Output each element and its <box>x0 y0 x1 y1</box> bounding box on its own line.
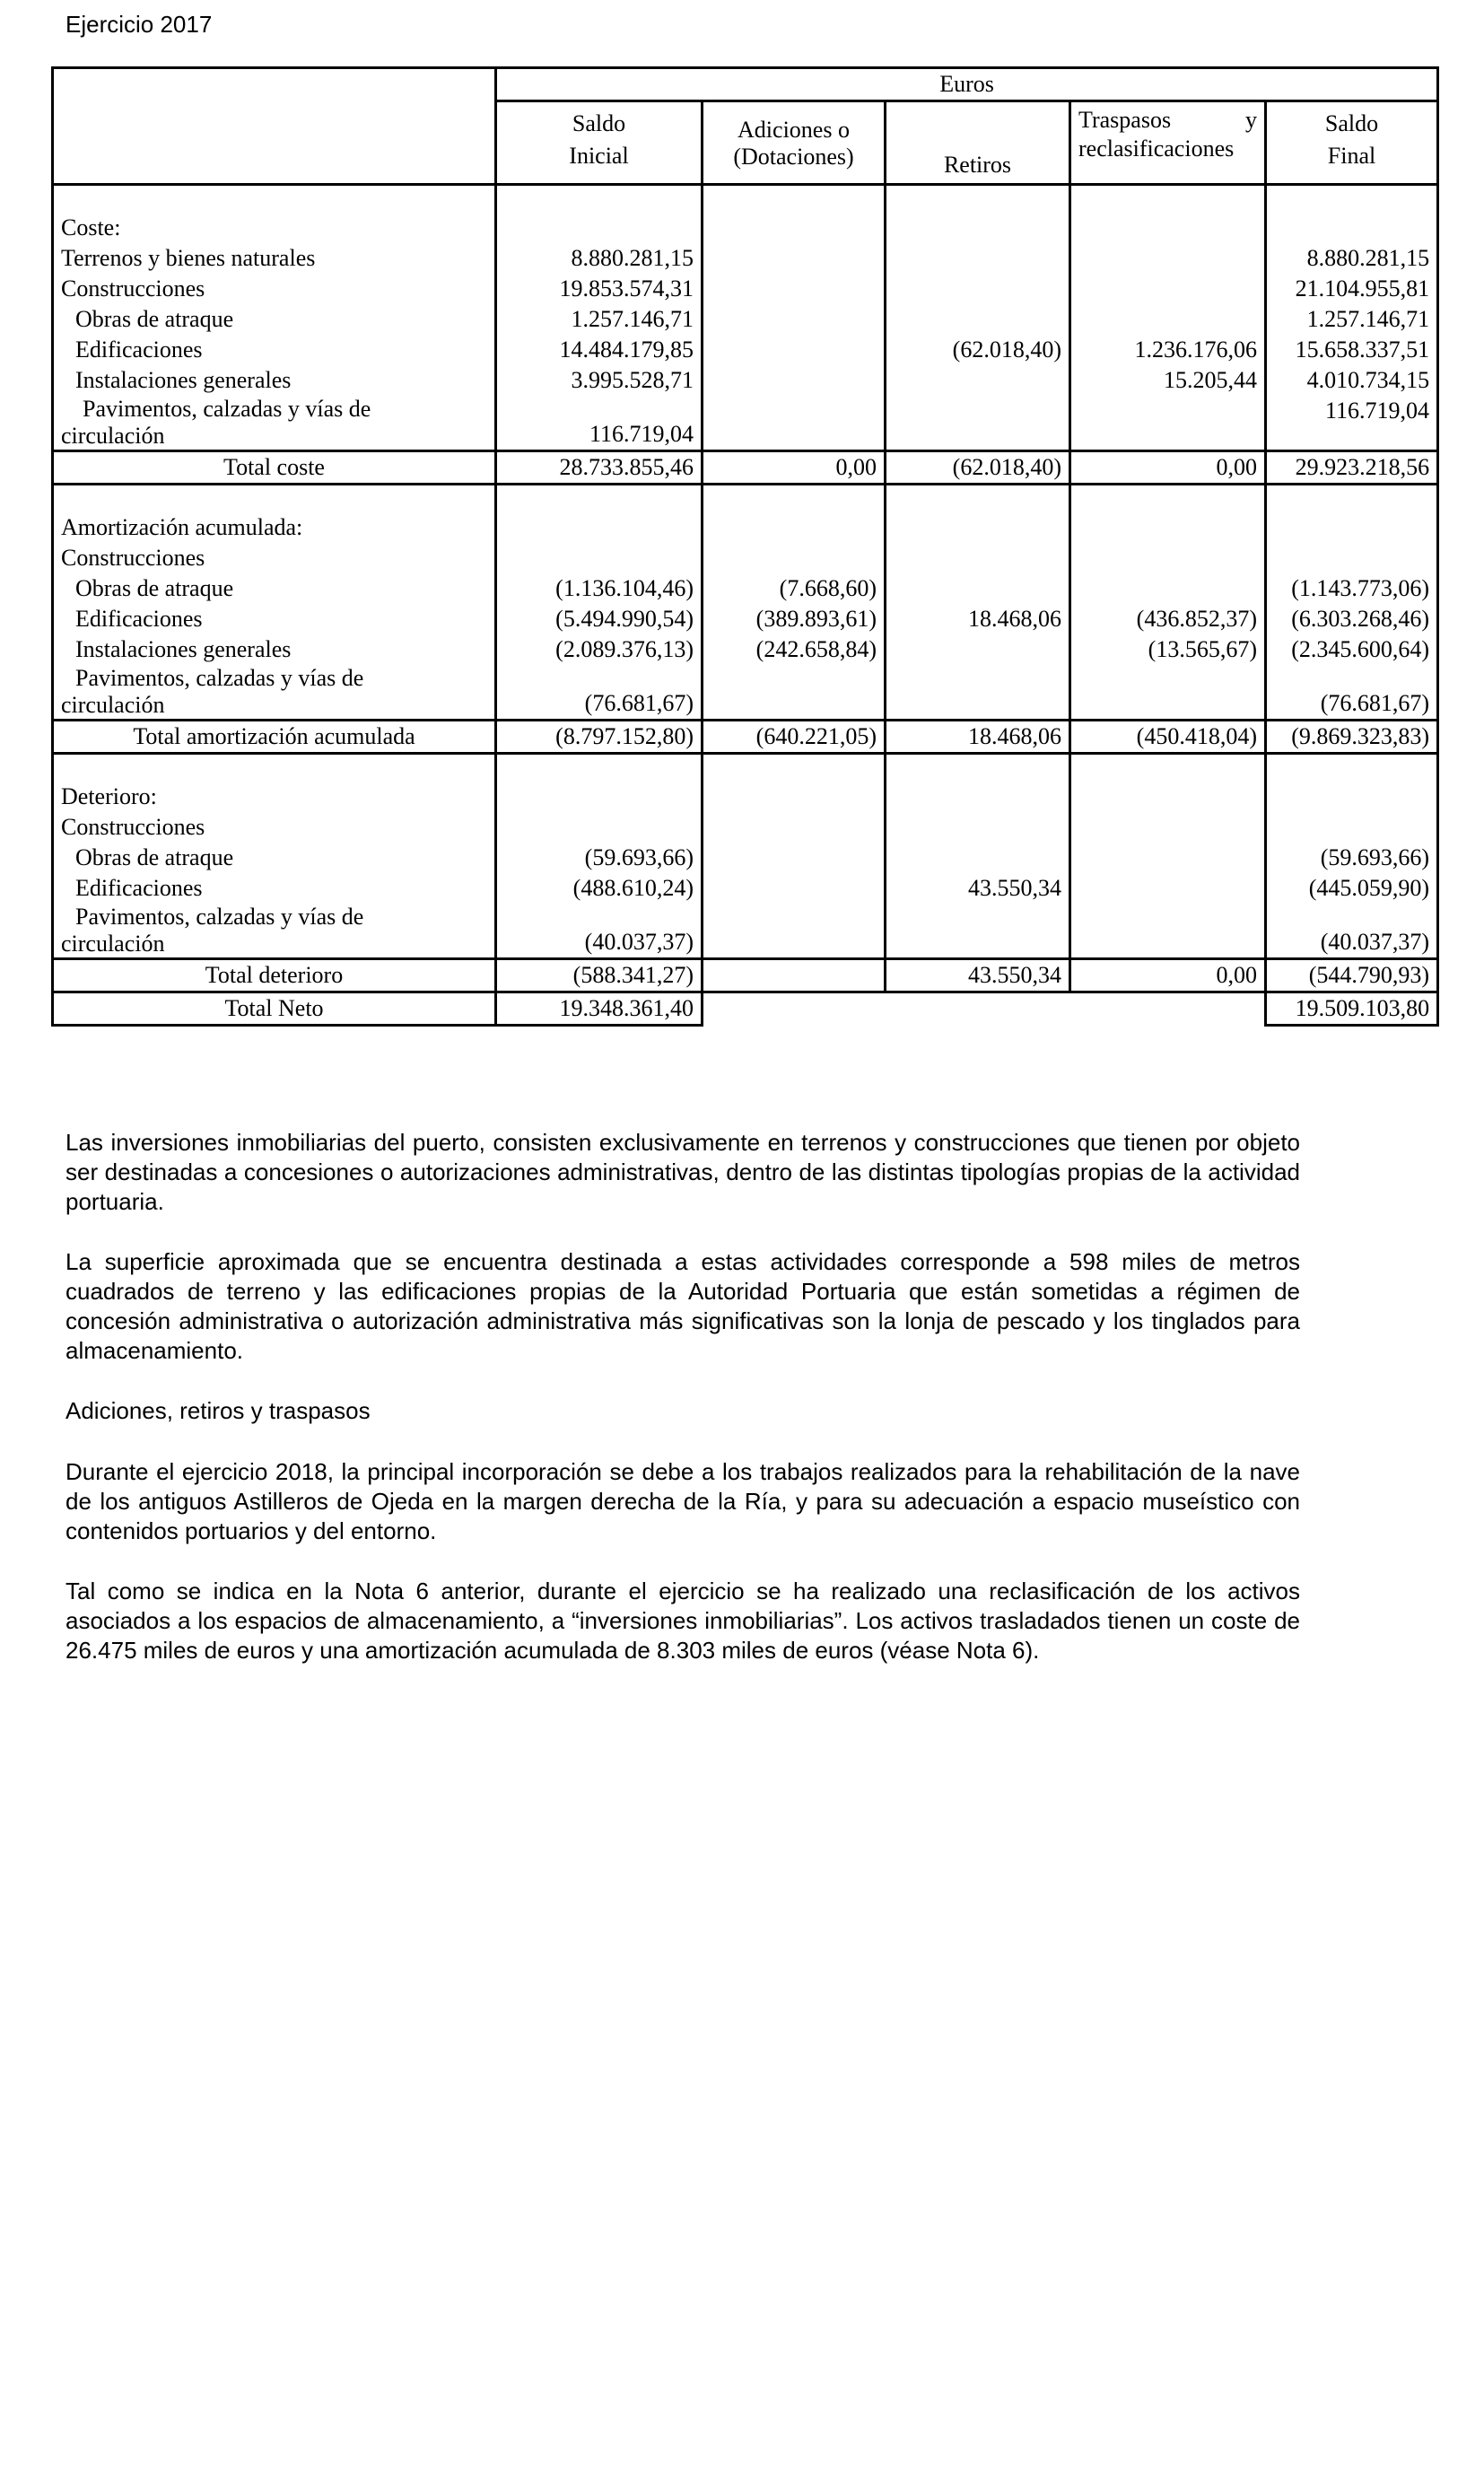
col-header-word: Traspasos <box>1078 107 1172 133</box>
total-saldo-final: (544.790,93) <box>1266 959 1438 992</box>
cell-saldo-final: (2.345.600,64) <box>1266 634 1438 665</box>
total-retiros: (62.018,40) <box>886 451 1070 485</box>
row-label: Instalaciones generales <box>53 634 496 665</box>
cell-retiros <box>886 543 1070 573</box>
cell-saldo-inicial: (59.693,66) <box>496 843 703 873</box>
cell-saldo-inicial: 14.484.179,85 <box>496 335 703 365</box>
total-saldo-inicial: (8.797.152,80) <box>496 721 703 754</box>
cell-adiciones: (389.893,61) <box>703 604 886 634</box>
cell-traspasos <box>1070 274 1266 304</box>
header-row-currency <box>53 68 1438 101</box>
cell-adiciones <box>703 843 886 873</box>
paragraph <box>65 1577 1300 1665</box>
cell-saldo-inicial: (40.037,37) <box>496 904 703 959</box>
row-label <box>53 665 496 721</box>
cell-traspasos: (13.565,67) <box>1070 634 1266 665</box>
cell-saldo-final <box>1266 543 1438 573</box>
cell-retiros <box>886 812 1070 843</box>
table-row <box>53 243 1438 274</box>
total-label: Total deterioro <box>53 959 496 992</box>
table-row <box>53 665 1438 721</box>
total-row <box>53 451 1438 485</box>
currency-header: Euros <box>496 68 1438 101</box>
row-label: Instalaciones generales <box>53 365 496 396</box>
cell-saldo-inicial: (76.681,67) <box>496 665 703 721</box>
cell-saldo-inicial: 3.995.528,71 <box>496 365 703 396</box>
row-label: Construcciones <box>53 812 496 843</box>
row-label <box>53 396 496 451</box>
cell-saldo-final <box>1266 812 1438 843</box>
total-saldo-inicial: (588.341,27) <box>496 959 703 992</box>
table-row <box>53 335 1438 365</box>
cell-retiros <box>886 904 1070 959</box>
paragraph-text: Las inversiones inmobiliarias del puerto, consisten exclusivamente en terrenos y construcciones que tienen por objeto ser destinadas a concesiones o autorizaciones administrativas, dentro de las distintas tipologías propias de la actividad portuaria. <box>65 1129 1300 1215</box>
total-traspasos: 0,00 <box>1070 959 1266 992</box>
cell-adiciones <box>703 365 886 396</box>
table-row <box>53 904 1438 959</box>
section-heading-amortizacion: Amortización acumulada: <box>53 512 496 543</box>
spacer-row <box>53 185 1438 214</box>
table-row <box>53 604 1438 634</box>
total-adiciones: 0,00 <box>703 451 886 485</box>
total-retiros: 18.468,06 <box>886 721 1070 754</box>
header-blank-cell <box>53 68 496 185</box>
row-label: Obras de atraque <box>53 843 496 873</box>
cell-saldo-inicial <box>496 812 703 843</box>
cell-traspasos <box>1070 665 1266 721</box>
cell-saldo-final: 4.010.734,15 <box>1266 365 1438 396</box>
col-header-line: Saldo <box>572 110 626 136</box>
row-label: Edificaciones <box>53 873 496 904</box>
cell-retiros <box>886 274 1070 304</box>
paragraph <box>65 1457 1300 1546</box>
row-label-line: circulación <box>61 423 165 449</box>
cell-adiciones <box>703 812 886 843</box>
table-row <box>53 274 1438 304</box>
paragraph-text: Tal como se indica en la Nota 6 anterior, durante el ejercicio se ha realizado una reclasificación de los activos asociados a los espacios de almacenamiento, a “inversiones inmobiliarias”. Los activos trasladados tienen un coste de 26.475 miles de euros y una amortización acumulada de 8.303 miles de euros (véase Nota 6). <box>65 1578 1300 1664</box>
cell-traspasos: (436.852,37) <box>1070 604 1266 634</box>
col-header-line: Final <box>1327 143 1376 169</box>
total-retiros: 43.550,34 <box>886 959 1070 992</box>
row-label: Obras de atraque <box>53 304 496 335</box>
total-label: Total amortización acumulada <box>53 721 496 754</box>
cell-adiciones <box>703 274 886 304</box>
paragraph <box>65 1247 1300 1366</box>
cell-saldo-final: (445.059,90) <box>1266 873 1438 904</box>
col-header-line: Adiciones o <box>738 117 850 143</box>
row-label: Edificaciones <box>53 335 496 365</box>
paragraph-text: Durante el ejercicio 2018, la principal incorporación se debe a los trabajos realizados para la rehabilitación de la nave de los antiguos Astilleros de Ojeda en la margen derecha de la Ría, y para su adecuación a espacio museístico con contenidos portuarios y del entorno. <box>65 1458 1300 1544</box>
cell-traspasos <box>1070 243 1266 274</box>
total-row <box>53 721 1438 754</box>
table-row <box>53 543 1438 573</box>
cell-saldo-final: 15.658.337,51 <box>1266 335 1438 365</box>
total-neto-saldo-inicial: 19.348.361,40 <box>496 992 703 1026</box>
col-header-saldo-inicial <box>496 101 703 185</box>
col-header-traspasos <box>1070 101 1266 185</box>
paragraph-text: La superficie aproximada que se encuentra destinada a estas actividades corresponde a 598 miles de metros cuadrados de terreno y las edificaciones propias de la Autoridad Portuaria que están sometidas a régimen de concesión administrativa o autorización administrativa más significativas son la lonja de pescado y los tinglados para almacenamiento. <box>65 1248 1300 1364</box>
cell-saldo-inicial: (488.610,24) <box>496 873 703 904</box>
cell-traspasos: 15.205,44 <box>1070 365 1266 396</box>
total-saldo-inicial: 28.733.855,46 <box>496 451 703 485</box>
total-saldo-final: 29.923.218,56 <box>1266 451 1438 485</box>
cell-retiros <box>886 665 1070 721</box>
cell-saldo-final: 1.257.146,71 <box>1266 304 1438 335</box>
paragraph <box>65 1128 1300 1217</box>
cell-saldo-final: (6.303.268,46) <box>1266 604 1438 634</box>
row-label-line: Pavimentos, calzadas y vías de <box>83 396 371 422</box>
table-row <box>53 873 1438 904</box>
cell-retiros: (62.018,40) <box>886 335 1070 365</box>
row-label-line: circulación <box>61 931 165 957</box>
cell-saldo-final: (40.037,37) <box>1266 904 1438 959</box>
section-heading-deterioro: Deterioro: <box>53 782 496 812</box>
table-row <box>53 812 1438 843</box>
col-header-retiros: Retiros <box>886 101 1070 185</box>
row-label <box>53 904 496 959</box>
investment-table <box>51 66 1439 1027</box>
cell-adiciones: (242.658,84) <box>703 634 886 665</box>
cell-adiciones <box>703 665 886 721</box>
row-label-line: circulación <box>61 692 165 718</box>
total-label: Total coste <box>53 451 496 485</box>
cell-saldo-inicial: 1.257.146,71 <box>496 304 703 335</box>
cell-adiciones <box>703 396 886 451</box>
cell-saldo-inicial <box>496 543 703 573</box>
cell-saldo-final: 8.880.281,15 <box>1266 243 1438 274</box>
cell-traspasos <box>1070 573 1266 604</box>
col-header-line: Inicial <box>569 143 629 169</box>
cell-retiros <box>886 634 1070 665</box>
total-adiciones <box>703 959 886 992</box>
col-header-line <box>1078 106 1257 135</box>
col-header-line: Saldo <box>1324 110 1379 136</box>
row-label: Obras de atraque <box>53 573 496 604</box>
total-neto-row <box>53 992 1438 1026</box>
cell-adiciones: (7.668,60) <box>703 573 886 604</box>
row-label: Construcciones <box>53 543 496 573</box>
table-row <box>53 573 1438 604</box>
col-header-word: y <box>1245 107 1257 133</box>
cell-retiros <box>886 304 1070 335</box>
total-row <box>53 959 1438 992</box>
cell-saldo-final: (1.143.773,06) <box>1266 573 1438 604</box>
investment-table-container <box>51 66 1436 1027</box>
cell-retiros <box>886 573 1070 604</box>
total-saldo-final: (9.869.323,83) <box>1266 721 1438 754</box>
cell-retiros <box>886 396 1070 451</box>
cell-retiros <box>886 243 1070 274</box>
cell-saldo-inicial: (5.494.990,54) <box>496 604 703 634</box>
cell-adiciones <box>703 335 886 365</box>
subheading-text: Adiciones, retiros y traspasos <box>65 1397 371 1424</box>
cell-adiciones <box>703 904 886 959</box>
page-title: Ejercicio 2017 <box>65 11 213 38</box>
cell-traspasos <box>1070 543 1266 573</box>
cell-traspasos <box>1070 904 1266 959</box>
cell-adiciones <box>703 304 886 335</box>
cell-retiros <box>886 843 1070 873</box>
cell-traspasos <box>1070 304 1266 335</box>
cell-retiros <box>886 365 1070 396</box>
total-neto-saldo-final: 19.509.103,80 <box>1266 992 1438 1026</box>
spacer-row <box>53 754 1438 782</box>
section-heading-row <box>53 512 1438 543</box>
section-subheading <box>65 1396 1300 1426</box>
section-heading-coste: Coste: <box>53 213 496 243</box>
cell-traspasos: 1.236.176,06 <box>1070 335 1266 365</box>
cell-saldo-inicial: (2.089.376,13) <box>496 634 703 665</box>
row-label: Construcciones <box>53 274 496 304</box>
cell-traspasos <box>1070 396 1266 451</box>
col-header-line: (Dotaciones) <box>733 144 854 170</box>
col-header-adiciones <box>703 101 886 185</box>
cell-traspasos <box>1070 873 1266 904</box>
total-adiciones: (640.221,05) <box>703 721 886 754</box>
row-label-line: Pavimentos, calzadas y vías de <box>75 665 364 691</box>
table-row <box>53 634 1438 665</box>
cell-retiros: 43.550,34 <box>886 873 1070 904</box>
section-heading-row <box>53 213 1438 243</box>
table-row <box>53 396 1438 451</box>
total-traspasos: (450.418,04) <box>1070 721 1266 754</box>
cell-retiros: 18.468,06 <box>886 604 1070 634</box>
cell-saldo-final: (59.693,66) <box>1266 843 1438 873</box>
total-neto-label: Total Neto <box>53 992 496 1026</box>
row-label: Edificaciones <box>53 604 496 634</box>
cell-saldo-final: 116.719,04 <box>1266 396 1438 451</box>
row-label: Terrenos y bienes naturales <box>53 243 496 274</box>
spacer-row <box>53 485 1438 513</box>
col-header-line: reclasificaciones <box>1078 135 1235 162</box>
cell-adiciones <box>703 873 886 904</box>
cell-adiciones <box>703 543 886 573</box>
cell-adiciones <box>703 243 886 274</box>
table-row <box>53 365 1438 396</box>
cell-saldo-inicial: 19.853.574,31 <box>496 274 703 304</box>
cell-saldo-final: 21.104.955,81 <box>1266 274 1438 304</box>
table-row <box>53 304 1438 335</box>
cell-saldo-inicial: (1.136.104,46) <box>496 573 703 604</box>
cell-saldo-final: (76.681,67) <box>1266 665 1438 721</box>
total-traspasos: 0,00 <box>1070 451 1266 485</box>
section-heading-row <box>53 782 1438 812</box>
cell-traspasos <box>1070 843 1266 873</box>
cell-traspasos <box>1070 812 1266 843</box>
cell-saldo-inicial: 116.719,04 <box>496 396 703 451</box>
row-label-line: Pavimentos, calzadas y vías de <box>75 904 364 930</box>
col-header-saldo-final <box>1266 101 1438 185</box>
table-row <box>53 843 1438 873</box>
cell-saldo-inicial: 8.880.281,15 <box>496 243 703 274</box>
